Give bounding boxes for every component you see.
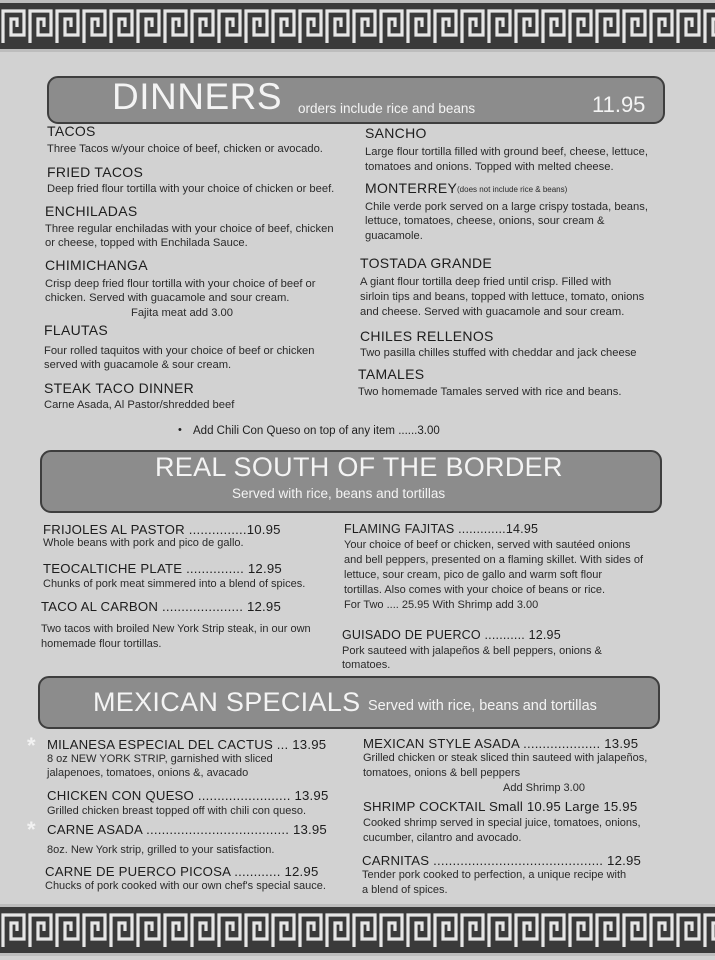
menu-item-desc: Your choice of beef or chicken, served with sautéed onions xyxy=(344,539,631,551)
greek-key-border-bottom xyxy=(0,904,715,956)
menu-item-name: TOSTADA GRANDE xyxy=(360,255,493,271)
menu-item-desc: tortillas. Also comes with your choice of beans or rice. xyxy=(344,584,606,596)
menu-item-extra: Add Shrimp 3.00 xyxy=(503,782,585,794)
menu-item-name: CHILES RELLENOS xyxy=(360,328,494,344)
menu-item-name: FRIED TACOS xyxy=(47,164,144,180)
menu-item-desc: tomatoes and onions. Topped with melted cheese. xyxy=(365,161,614,173)
menu-item-name: STEAK TACO DINNER xyxy=(44,380,195,396)
menu-item-desc: Two homemade Tamales served with rice and beans. xyxy=(358,386,622,398)
menu-item-name: SANCHO xyxy=(365,125,427,141)
menu-item-desc: Four rolled taquitos with your choice of beef or chicken xyxy=(44,345,315,357)
menu-item-line: GUISADO DE PUERCO ........... 12.95 xyxy=(342,628,561,642)
menu-item-name: TACOS xyxy=(47,123,96,139)
menu-item-desc: lettuce, tomatoes, cheese, onions, sour cream & xyxy=(365,215,605,227)
mexican-specials-title: MEXICAN SPECIALS xyxy=(93,687,361,717)
menu-item-desc: Two tacos with broiled New York Strip steak, in our own xyxy=(41,623,311,635)
menu-item-line: FLAMING FAJITAS .............14.95 xyxy=(344,522,539,536)
menu-item-desc: Carne Asada, Al Pastor/shredded beef xyxy=(44,399,235,411)
star-icon: * xyxy=(27,733,36,758)
dinners-subtitle: orders include rice and beans xyxy=(298,101,476,116)
menu-item-desc: tomatoes. xyxy=(342,659,391,671)
menu-item-name: FLAUTAS xyxy=(44,322,109,338)
menu-item-desc: 8oz. New York strip, grilled to your satisfaction. xyxy=(47,844,275,856)
dinners-footnote: Add Chili Con Queso on top of any item ......3.00 xyxy=(193,425,440,437)
menu-item-desc: chicken. Served with guacamole and sour cream. xyxy=(45,292,290,304)
menu-item-desc: sirloin tips and beans, topped with lettuce, tomato, onions xyxy=(360,291,645,303)
menu-item-desc: For Two .... 25.95 With Shrimp add 3.00 xyxy=(344,599,539,611)
menu-item-desc: served with guacamole & sour cream. xyxy=(44,359,232,371)
menu-item-desc: Grilled chicken or steak sliced thin sauteed with jalapeños, xyxy=(363,752,648,764)
menu-item-desc: 8 oz NEW YORK STRIP, garnished with sliced xyxy=(47,753,273,765)
menu-item-line: MEXICAN STYLE ASADA .................... 13.95 xyxy=(363,736,639,751)
menu-item-desc: Three regular enchiladas with your choice of beef, chicken xyxy=(45,223,334,235)
menu-item-desc: Crisp deep fried flour tortilla with your choice of beef or xyxy=(45,278,316,290)
menu-item-desc: Three Tacos w/your choice of beef, chicken or avocado. xyxy=(47,143,323,155)
menu-item-line: SHRIMP COCKTAIL Small 10.95 Large 15.95 xyxy=(363,799,638,814)
menu-item-desc: Cooked shrimp served in special juice, tomatoes, onions, xyxy=(363,817,641,829)
menu-item-line: CARNE DE PUERCO PICOSA ............ 12.95 xyxy=(45,864,319,879)
menu-item-desc: a blend of spices. xyxy=(362,884,448,896)
menu-item-desc: guacamole. xyxy=(365,230,423,242)
menu-item-desc: and cheese. Served with guacamole and sour cream. xyxy=(360,306,625,318)
menu-item-desc: Whole beans with pork and pico de gallo. xyxy=(43,537,244,549)
menu-item-desc: A giant flour tortilla deep fried until crisp. Filled with xyxy=(360,276,612,288)
menu-item-note: (does not include rice & beans) xyxy=(457,185,568,194)
menu-item-desc: homemade flour tortillas. xyxy=(41,638,162,650)
menu-item-desc: Tender pork cooked to perfection, a unique recipe with xyxy=(362,869,627,881)
menu-item-line: TACO AL CARBON ..................... 12.95 xyxy=(41,599,281,614)
menu-item-desc: Large flour tortilla filled with ground beef, cheese, lettuce, xyxy=(365,146,648,158)
bullet-icon: • xyxy=(178,424,182,436)
menu-item-name: ENCHILADAS xyxy=(45,203,138,219)
menu-item-desc: Chucks of pork cooked with our own chef's special sauce. xyxy=(45,880,326,892)
menu-item-desc: Pork sauteed with jalapeños & bell peppers, onions & xyxy=(342,645,602,657)
menu-item-name: MONTERREY xyxy=(365,180,458,196)
menu-item-desc: Two pasilla chilles stuffed with cheddar and jack cheese xyxy=(360,347,637,359)
south-title: REAL SOUTH OF THE BORDER xyxy=(155,452,563,482)
greek-key-pattern xyxy=(0,907,715,953)
menu-item-desc: lettuce, sour cream, pico de gallo and warm soft flour xyxy=(344,569,603,581)
menu-item-name: CHIMICHANGA xyxy=(45,257,148,273)
south-header xyxy=(40,450,662,513)
south-subtitle: Served with rice, beans and tortillas xyxy=(232,486,446,501)
greek-key-border-top xyxy=(0,0,715,52)
menu-item-extra: Fajita meat add 3.00 xyxy=(131,307,233,319)
mexican-specials-header xyxy=(38,676,660,729)
menu-item-desc: and bell peppers, presented on a flaming skillet. With sides of xyxy=(344,554,643,566)
menu-item-desc: Chile verde pork served on a large crispy tostada, beans, xyxy=(365,201,648,213)
dinners-title: DINNERS xyxy=(112,76,283,117)
menu-item-name: TAMALES xyxy=(358,366,425,382)
menu-item-line: TEOCALTICHE PLATE ............... 12.95 xyxy=(43,561,282,576)
menu-item-line: CARNITAS ............................................ 12.95 xyxy=(362,853,642,868)
menu-item-desc: cucumber, cilantro and avocado. xyxy=(363,832,522,844)
dinners-price: 11.95 xyxy=(592,92,646,117)
mexican-specials-subtitle: Served with rice, beans and tortillas xyxy=(368,698,597,714)
menu-item-line: FRIJOLES AL PASTOR ...............10.95 xyxy=(43,522,281,537)
star-icon: * xyxy=(27,817,36,842)
menu-item-desc: or cheese, topped with Enchilada Sauce. xyxy=(45,237,248,249)
menu-item-line: CARNE ASADA ..................................... 13.95 xyxy=(47,822,327,837)
dinners-header xyxy=(47,76,665,124)
menu-item-line: CHICKEN CON QUESO ........................ 13.95 xyxy=(47,788,329,803)
menu-item-desc: Grilled chicken breast topped off with chili con queso. xyxy=(47,805,307,817)
greek-key-pattern xyxy=(0,3,715,49)
menu-item-desc: jalapenoes, tomatoes, onions &, avacado xyxy=(47,767,249,779)
menu-item-desc: tomatoes, onions & bell peppers xyxy=(363,767,521,779)
menu-item-line: MILANESA ESPECIAL DEL CACTUS ... 13.95 xyxy=(47,737,327,752)
menu-item-desc: Deep fried flour tortilla with your choice of chicken or beef. xyxy=(47,183,335,195)
menu-item-desc: Chunks of pork meat simmered into a blend of spices. xyxy=(43,578,306,590)
